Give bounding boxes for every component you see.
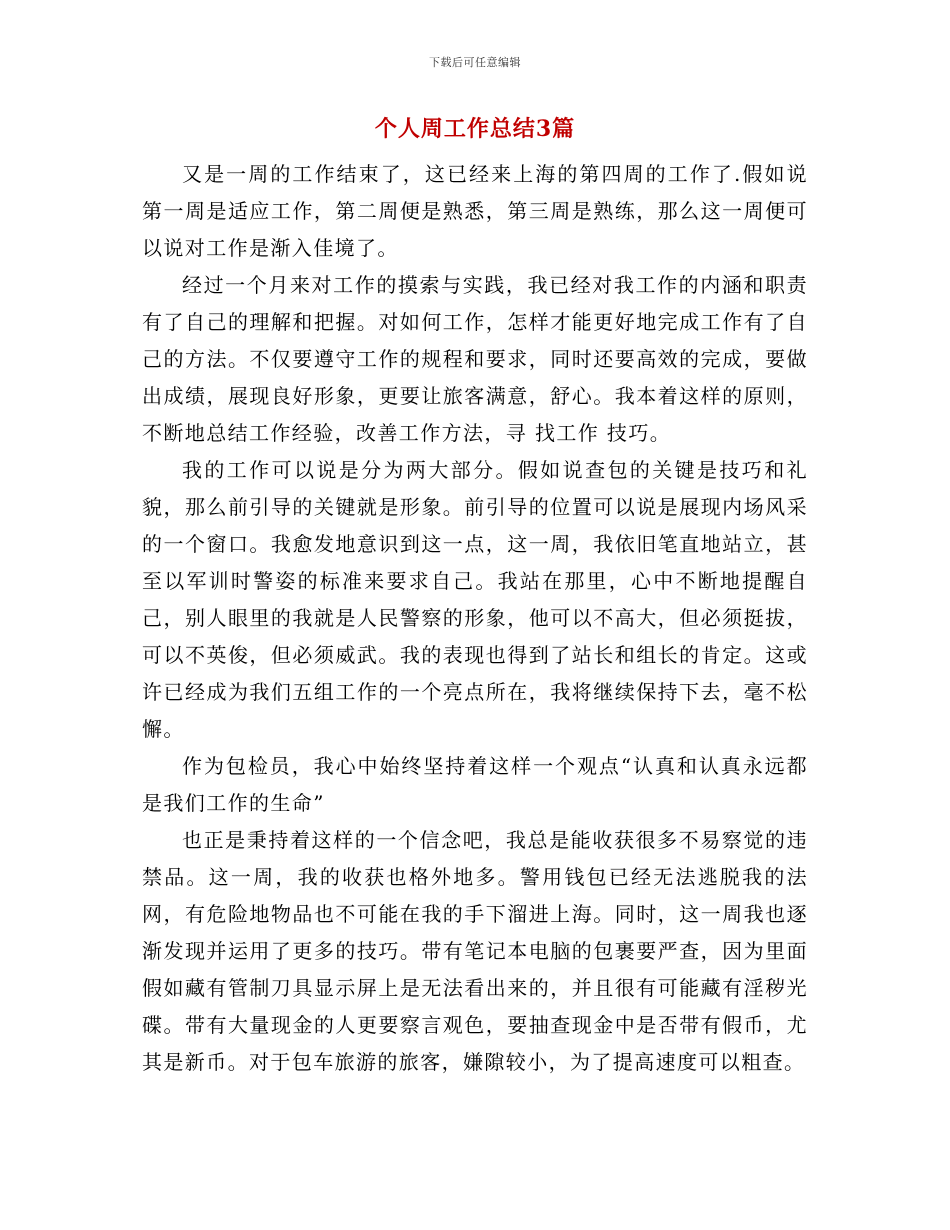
header-note: 下载后可任意编辑 [429, 56, 521, 69]
paragraph: 我的工作可以说是分为两大部分。假如说查包的关键是技巧和礼貌，那么前引导的关键就是形象。前引导的位置可以说是展现内场风采的一个窗口。我愈发地意识到这一点，这一周，我依旧笔直地站立，甚至以军训时警姿的标准来要求自己。我站在那里，心中不断地提醒自己，别人眼里的我就是人民警察的形象，他可以不高大，但必须挺拔，可以不英俊，但必须威武。我的表现也得到了站长和组长的肯定。这或许已经成为我们五组工作的一个亮点所在，我将继续保持下去，毫不松懈。 [142, 458, 808, 741]
document-body [142, 156, 808, 1081]
document-title: 个人周工作总结3篇 [374, 116, 576, 142]
paragraph: 又是一周的工作结束了，这已经来上海的第四周的工作了.假如说第一周是适应工作，第二周便是熟悉，第三周是熟练，那么这一周便可以说对工作是渐入佳境了。 [142, 162, 808, 260]
paragraph: 作为包检员，我心中始终坚持着这样一个观点“认真和认真永远都是我们工作的生命” [142, 754, 808, 815]
paragraph: 也正是秉持着这样的一个信念吧，我总是能收获很多不易察觉的违禁品。这一周，我的收获也格外地多。警用钱包已经无法逃脱我的法网，有危险地物品也不可能在我的手下溜进上海。同时，这一周我也逐渐发现并运用了更多的技巧。带有笔记本电脑的包裹要严查，因为里面假如藏有管制刀具显示屏上是无法看出来的，并且很有可能藏有淫秽光碟。带有大量现金的人更要察言观色，要抽查现金中是否带有假币，尤其是新币。对于包车旅游的旅客，嫌隙较小，为了提高速度可以粗查。 [142, 828, 808, 1074]
paragraph: 经过一个月来对工作的摸索与实践，我已经对我工作的内涵和职责有了自己的理解和把握。对如何工作，怎样才能更好地完成工作有了自己的方法。不仅要遵守工作的规程和要求，同时还要高效的完成，要做出成绩，展现良好形象，更要让旅客满意，舒心。我本着这样的原则，不断地总结工作经验，改善工作方法，寻 找工作 技巧。 [142, 273, 808, 445]
